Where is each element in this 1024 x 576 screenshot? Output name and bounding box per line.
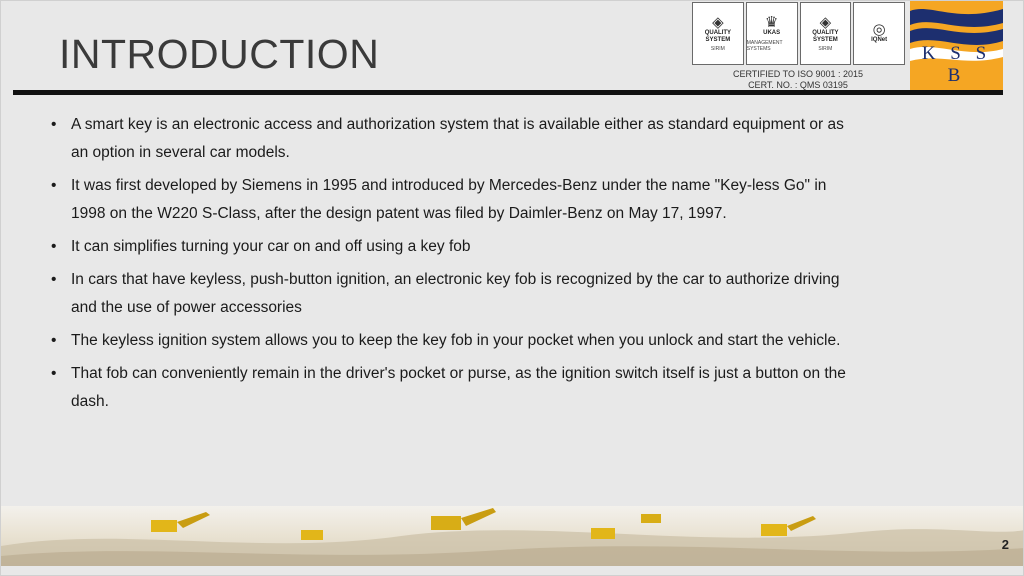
bullet-icon: •: [51, 238, 57, 255]
footer-construction-image: [1, 506, 1024, 566]
certification-caption: [708, 69, 888, 92]
ukas-badge: ♛ UKAS MANAGEMENT SYSTEMS: [746, 2, 798, 65]
list-item: • The keyless ignition system allows you to keep the key fob in your pocket when you unlock and start the vehicle.: [49, 327, 849, 355]
iqnet-badge: ◎ IQNet: [853, 2, 905, 65]
certification-number: CERT. NO. : QMS 03195: [748, 80, 848, 91]
list-item: • A smart key is an electronic access and authorization system that is available either as standard equipment or as an option in several car models.: [49, 111, 849, 167]
title-divider: [13, 90, 1003, 95]
bullet-icon: •: [51, 177, 57, 194]
list-item: • It was first developed by Siemens in 1995 and introduced by Mercedes-Benz under the name "Key-less Go" in 1998 on the W220 S-Class, after the design patent was filed by Daimler-Benz on May 17, 1997.: [49, 172, 849, 228]
bullet-icon: •: [51, 271, 57, 288]
list-item: • It can simplifies turning your car on and off using a key fob: [49, 233, 849, 261]
company-logo: [910, 1, 1003, 90]
logo-text: K S S B: [921, 43, 992, 86]
page-title: INTRODUCTION: [59, 31, 380, 77]
bullet-icon: •: [51, 365, 57, 382]
list-item: • In cars that have keyless, push-button ignition, an electronic key fob is recognized by the car to authorize driving and the use of power accessories: [49, 266, 849, 322]
page-number: 2: [1001, 537, 1009, 552]
construction-site-image: [1, 506, 1024, 566]
list-item: • That fob can conveniently remain in the driver's pocket or purse, as the ignition switch itself is just a button on the dash.: [49, 360, 849, 416]
bullet-icon: •: [51, 116, 57, 133]
quality-system-badge-icon: ◈: [819, 13, 832, 31]
certification-badges: [692, 2, 905, 65]
quality-system-badge: ◈ QUALITY SYSTEM SIRIM: [692, 2, 744, 65]
bullet-list: [49, 111, 849, 421]
quality-system-badge: ◈ QUALITY SYSTEM SIRIM: [800, 2, 852, 65]
iqnet-icon: ◎: [872, 21, 886, 39]
quality-system-badge-icon: ◈: [712, 13, 724, 31]
ukas-crown-icon: ♛: [764, 14, 779, 32]
certification-caption-line: CERTIFIED TO ISO 9001 : 2015: [732, 69, 864, 79]
bullet-icon: •: [51, 332, 57, 349]
